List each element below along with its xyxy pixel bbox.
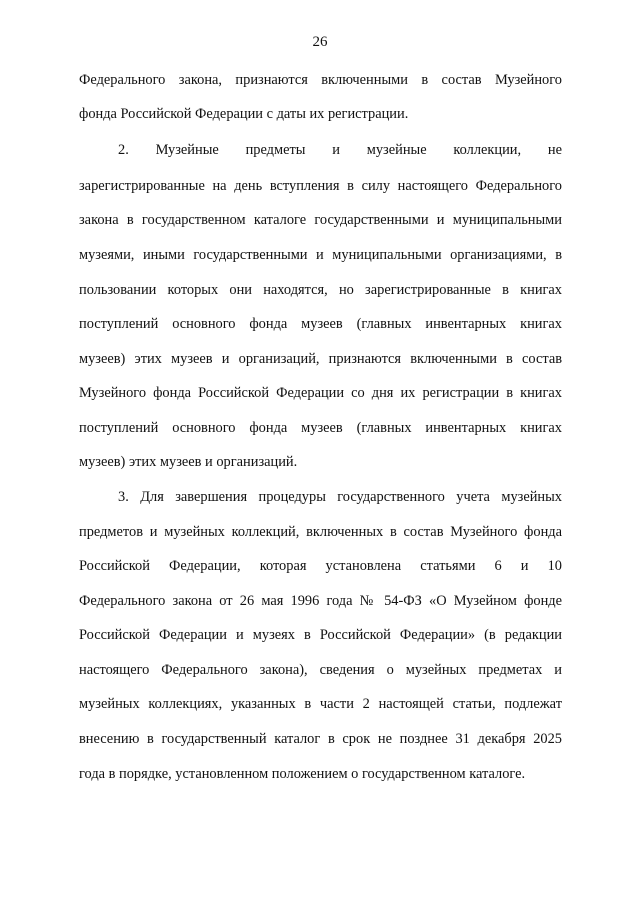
text-line: музеев) этих музеев и организаций, признаются включенными в состав: [79, 351, 562, 367]
text-line: музеями, иными государственными и муниципальными организациями, в: [79, 247, 562, 263]
paragraph-2-first-line: 2. Музейные предметы и музейные коллекции, не: [118, 142, 562, 158]
text-line: Российской Федерации и музеях в Российской Федерации» (в редакции: [79, 627, 562, 643]
text-line: Федерального закона от 26 мая 1996 года № 54-ФЗ «О Музейном фонде: [79, 593, 562, 609]
text-line: музеев) этих музеев и организаций.: [79, 454, 298, 470]
text-line: зарегистрированные на день вступления в силу настоящего Федерального: [79, 178, 562, 194]
text-line: предметов и музейных коллекций, включенных в состав Музейного фонда: [79, 524, 562, 540]
text-line: музейных коллекциях, указанных в части 2 настоящей статьи, подлежат: [79, 696, 562, 712]
text-line: фонда Российской Федерации с даты их регистрации.: [79, 106, 409, 122]
text-line: поступлений основного фонда музеев (главных инвентарных книгах: [79, 420, 562, 436]
text-line: поступлений основного фонда музеев (главных инвентарных книгах: [79, 316, 562, 332]
page-number: 26: [312, 34, 328, 50]
text-line: года в порядке, установленном положением о государственном каталоге.: [79, 766, 526, 782]
text-line: Музейного фонда Российской Федерации со дня их регистрации в книгах: [79, 385, 562, 401]
text-line: внесению в государственный каталог в срок не позднее 31 декабря 2025: [79, 731, 562, 747]
paragraph-3-first-line: 3. Для завершения процедуры государственного учета музейных: [118, 489, 562, 505]
text-line: пользовании которых они находятся, но зарегистрированные в книгах: [79, 282, 562, 298]
text-line: закона в государственном каталоге государственными и муниципальными: [79, 212, 562, 228]
text-line: Российской Федерации, которая установлена статьями 6 и 10: [79, 558, 562, 574]
text-line: Федерального закона, признаются включенными в состав Музейного: [79, 72, 562, 88]
text-line: настоящего Федерального закона), сведения о музейных предметах и: [79, 662, 562, 678]
